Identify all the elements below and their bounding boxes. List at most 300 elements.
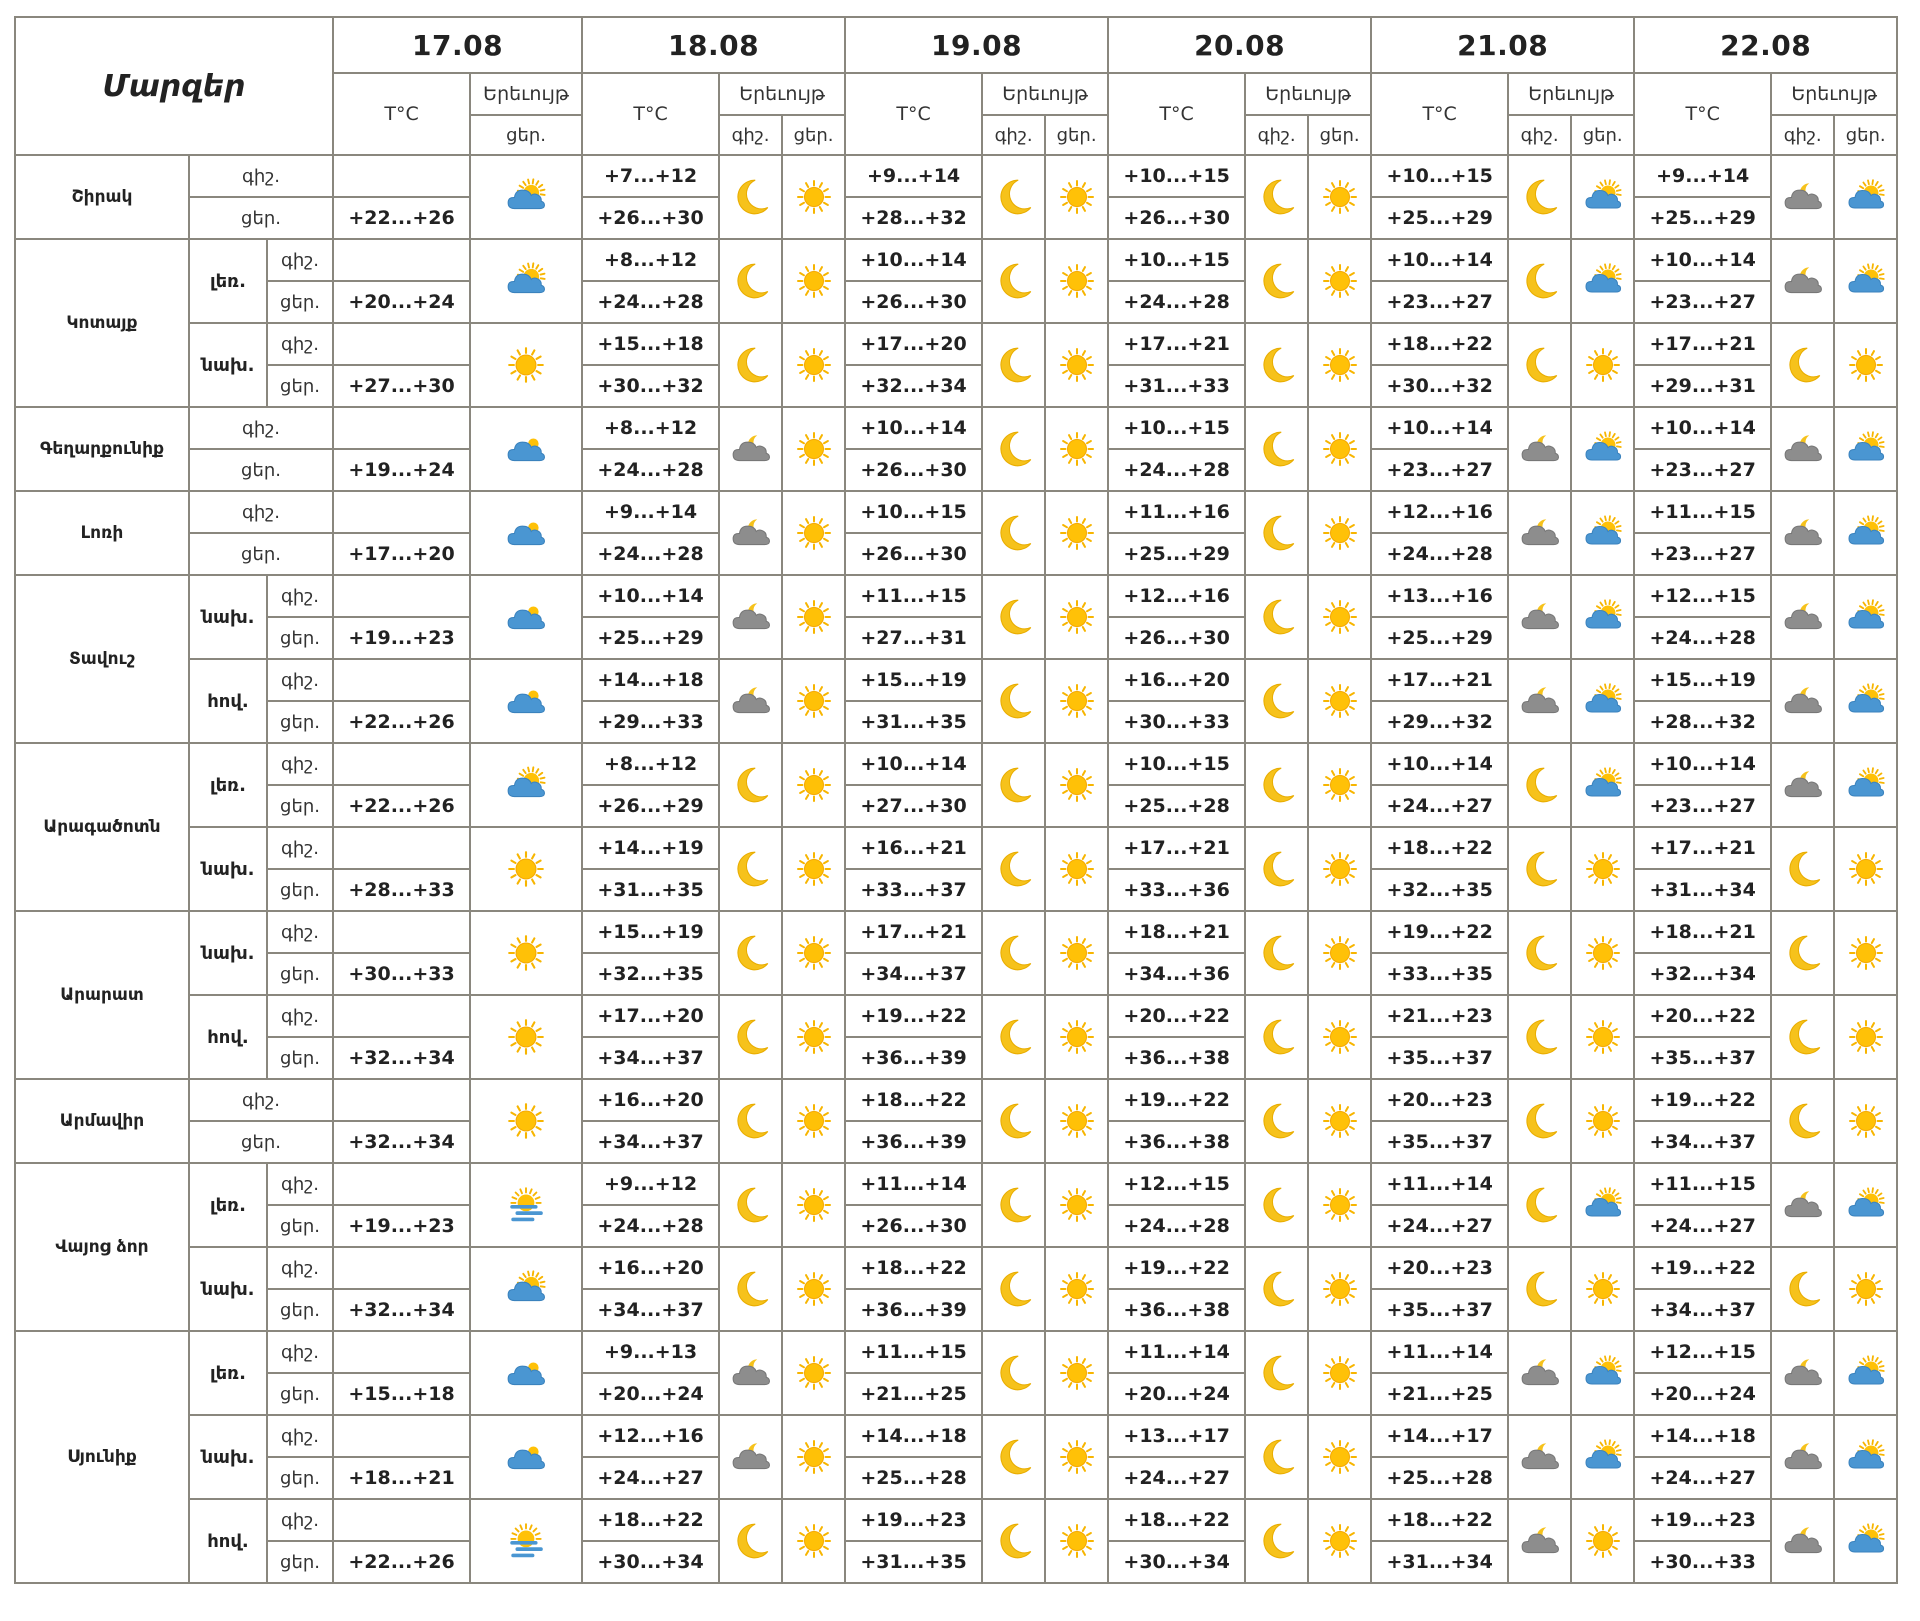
- sun-icon: [1309, 1269, 1370, 1309]
- temp-day-cell: +24...+28: [582, 533, 719, 575]
- period-day-label: ցեր.: [1045, 115, 1108, 155]
- subregion-label: նախ.: [189, 911, 267, 995]
- temp-day-cell: +31...+35: [582, 869, 719, 911]
- weather-cell: [719, 1163, 782, 1247]
- cloud-moon-icon: [720, 1352, 781, 1394]
- moon-icon: [1246, 764, 1307, 806]
- region-name: Գեղարքունիք: [15, 407, 189, 491]
- weather-cell: [470, 827, 582, 911]
- weather-header: Երեւույթ: [1245, 73, 1371, 115]
- sun-icon: [471, 932, 581, 974]
- sun-icon: [471, 1100, 581, 1142]
- weather-cell: [1508, 743, 1571, 827]
- temp-day-cell: +24...+27: [1634, 1457, 1771, 1499]
- sun-icon: [1309, 177, 1370, 217]
- sun-icon: [1309, 681, 1370, 721]
- region-row-night: [15, 743, 1897, 785]
- subregion-label: նախ.: [189, 827, 267, 911]
- temp-day-cell: +34...+37: [582, 1037, 719, 1079]
- weather-cell: [1308, 1331, 1371, 1415]
- weather-cell: [719, 323, 782, 407]
- temp-day-cell: +26...+30: [1108, 197, 1245, 239]
- weather-header: Երեւույթ: [470, 73, 582, 115]
- temp-night-cell: +13...+16: [1371, 575, 1508, 617]
- weather-cell: [719, 743, 782, 827]
- sun-icon: [783, 177, 844, 217]
- period-night-label: գիշ.: [267, 1499, 333, 1541]
- period-night-label: գիշ.: [267, 743, 333, 785]
- weather-cell: [1571, 743, 1634, 827]
- moon-icon: [983, 1016, 1044, 1058]
- sun-icon: [1046, 1101, 1107, 1141]
- moon-icon: [720, 260, 781, 302]
- temp-day-cell: +35...+37: [1634, 1037, 1771, 1079]
- region-name: Սյունիք: [15, 1331, 189, 1583]
- moon-icon: [720, 176, 781, 218]
- temp-night-cell: [333, 407, 470, 449]
- header-row-dates: [15, 17, 1897, 73]
- region-row-night: [15, 1079, 1897, 1121]
- weather-cell: [782, 911, 845, 995]
- weather-cell: [1771, 1415, 1834, 1499]
- temp-day-cell: +36...+39: [845, 1121, 982, 1163]
- weather-cell: [470, 155, 582, 239]
- weather-cell: [719, 239, 782, 323]
- sun-icon: [471, 848, 581, 890]
- temp-night-cell: +19...+22: [1108, 1247, 1245, 1289]
- moon-icon: [1772, 1268, 1833, 1310]
- temp-night-cell: +7...+12: [582, 155, 719, 197]
- cloud-moon-icon: [1772, 176, 1833, 218]
- temp-night-cell: +8...+12: [582, 407, 719, 449]
- temp-day-cell: +32...+34: [333, 1121, 470, 1163]
- weather-cell: [1045, 155, 1108, 239]
- date-header: 22.08: [1634, 17, 1897, 73]
- weather-cell: [1771, 743, 1834, 827]
- region-row-night: [15, 1499, 1897, 1541]
- region-name: Արագածոտն: [15, 743, 189, 911]
- sun-icon: [783, 681, 844, 721]
- weather-cell: [1508, 1499, 1571, 1583]
- weather-cell: [470, 1079, 582, 1163]
- temp-night-cell: +18...+21: [1634, 911, 1771, 953]
- sun-icon: [1309, 1437, 1370, 1477]
- temp-day-cell: +34...+37: [845, 953, 982, 995]
- temp-day-cell: +30...+34: [582, 1541, 719, 1583]
- weather-cell: [982, 239, 1045, 323]
- weather-header: Երեւույթ: [982, 73, 1108, 115]
- temp-day-cell: +23...+27: [1371, 449, 1508, 491]
- weather-cell: [1834, 659, 1897, 743]
- temp-day-cell: +31...+35: [845, 701, 982, 743]
- weather-cell: [1245, 491, 1308, 575]
- weather-cell: [1771, 1163, 1834, 1247]
- sun-icon: [1309, 1185, 1370, 1225]
- region-row-night: [15, 911, 1897, 953]
- sun-icon: [1835, 933, 1896, 973]
- period-day-label: ցեր.: [267, 869, 333, 911]
- temp-night-cell: +15...+18: [582, 323, 719, 365]
- moon-icon: [1246, 848, 1307, 890]
- temp-night-cell: +11...+15: [845, 1331, 982, 1373]
- sun-icon: [1046, 681, 1107, 721]
- sun-icon: [1046, 933, 1107, 973]
- temp-header: T°C: [582, 73, 719, 155]
- temp-night-cell: [333, 659, 470, 701]
- temp-day-cell: +22...+26: [333, 785, 470, 827]
- region-name: Արմավիր: [15, 1079, 189, 1163]
- cloud-moon-icon: [1772, 512, 1833, 554]
- temp-header: T°C: [1371, 73, 1508, 155]
- cloud-icon: [471, 596, 581, 638]
- temp-night-cell: +18...+22: [1371, 1499, 1508, 1541]
- weather-header: Երեւույթ: [1508, 73, 1634, 115]
- weather-cell: [1834, 1331, 1897, 1415]
- weather-cell: [719, 1079, 782, 1163]
- moon-icon: [1509, 1100, 1570, 1142]
- sun-icon: [1046, 1521, 1107, 1561]
- temp-night-cell: +10...+14: [1371, 743, 1508, 785]
- weather-cell: [1308, 1499, 1371, 1583]
- temp-night-cell: +13...+17: [1108, 1415, 1245, 1457]
- weather-cell: [719, 155, 782, 239]
- weather-cell: [470, 659, 582, 743]
- period-day-label: ցեր.: [267, 1541, 333, 1583]
- temp-night-cell: +9...+13: [582, 1331, 719, 1373]
- temp-day-cell: +24...+28: [1108, 1205, 1245, 1247]
- subregion-label: լեռ.: [189, 239, 267, 323]
- cloud-sun-icon: [1835, 1353, 1896, 1393]
- subregion-label: հով.: [189, 1499, 267, 1583]
- temp-day-cell: +30...+32: [582, 365, 719, 407]
- weather-cell: [1571, 1331, 1634, 1415]
- temp-night-cell: [333, 491, 470, 533]
- weather-cell: [470, 575, 582, 659]
- sun-icon: [783, 1101, 844, 1141]
- period-night-label: գիշ.: [189, 491, 333, 533]
- weather-cell: [1045, 1079, 1108, 1163]
- weather-cell: [1571, 1415, 1634, 1499]
- moon-icon: [983, 932, 1044, 974]
- temp-day-cell: +23...+27: [1634, 533, 1771, 575]
- weather-cell: [1834, 1499, 1897, 1583]
- weather-cell: [1571, 659, 1634, 743]
- cloud-icon: [471, 1436, 581, 1478]
- temp-day-cell: +34...+37: [1634, 1289, 1771, 1331]
- region-row-night: [15, 1247, 1897, 1289]
- weather-cell: [1308, 1415, 1371, 1499]
- temp-day-cell: +26...+30: [845, 449, 982, 491]
- cloud-moon-icon: [1509, 680, 1570, 722]
- cloud-icon: [471, 680, 581, 722]
- cloud-sun-icon: [1835, 1185, 1896, 1225]
- period-day-label: ցեր.: [267, 1289, 333, 1331]
- temp-night-cell: +15...+19: [845, 659, 982, 701]
- sun-icon: [1572, 345, 1633, 385]
- weather-cell: [1834, 911, 1897, 995]
- weather-cell: [782, 491, 845, 575]
- temp-night-cell: +10...+15: [845, 491, 982, 533]
- moon-icon: [1772, 1016, 1833, 1058]
- temp-day-cell: +32...+35: [1371, 869, 1508, 911]
- cloud-moon-icon: [1772, 260, 1833, 302]
- weather-cell: [782, 827, 845, 911]
- cloud-moon-icon: [1772, 1520, 1833, 1562]
- subregion-label: նախ.: [189, 575, 267, 659]
- temp-day-cell: +25...+29: [1371, 617, 1508, 659]
- cloud-sun-icon: [1572, 765, 1633, 805]
- sun-icon: [1046, 1185, 1107, 1225]
- weather-cell: [470, 323, 582, 407]
- cloud-sun-icon: [1835, 261, 1896, 301]
- cloud-sun-icon: [1835, 1521, 1896, 1561]
- temp-night-cell: +9...+14: [1634, 155, 1771, 197]
- sun-icon: [783, 261, 844, 301]
- weather-cell: [1771, 491, 1834, 575]
- weather-cell: [1571, 1079, 1634, 1163]
- weather-cell: [1245, 827, 1308, 911]
- period-night-label: գիշ.: [189, 1079, 333, 1121]
- temp-night-cell: +11...+15: [1634, 1163, 1771, 1205]
- moon-icon: [720, 1100, 781, 1142]
- weather-cell: [1508, 827, 1571, 911]
- moon-icon: [1509, 764, 1570, 806]
- weather-cell: [1771, 911, 1834, 995]
- weather-cell: [1245, 239, 1308, 323]
- temp-day-cell: +24...+27: [582, 1457, 719, 1499]
- cloud-sun-icon: [1572, 1353, 1633, 1393]
- region-row-night: [15, 239, 1897, 281]
- sun-icon: [1046, 513, 1107, 553]
- region-row-night: [15, 575, 1897, 617]
- date-header: 17.08: [333, 17, 582, 73]
- sun-icon: [471, 344, 581, 386]
- weather-cell: [470, 491, 582, 575]
- temp-day-cell: +23...+27: [1371, 281, 1508, 323]
- cloud-moon-icon: [1509, 428, 1570, 470]
- subregion-label: հով.: [189, 659, 267, 743]
- moon-icon: [1246, 176, 1307, 218]
- temp-night-cell: +10...+14: [582, 575, 719, 617]
- cloud-sun-icon: [471, 260, 581, 302]
- temp-night-cell: +15...+19: [582, 911, 719, 953]
- temp-day-cell: +33...+37: [845, 869, 982, 911]
- sun-icon: [1309, 429, 1370, 469]
- temp-night-cell: [333, 1499, 470, 1541]
- sun-icon: [471, 1016, 581, 1058]
- temp-night-cell: +18...+22: [1371, 827, 1508, 869]
- weather-cell: [782, 1415, 845, 1499]
- temp-night-cell: +10...+14: [1371, 407, 1508, 449]
- weather-cell: [470, 1415, 582, 1499]
- sun-icon: [1572, 933, 1633, 973]
- weather-cell: [1508, 323, 1571, 407]
- temp-day-cell: +23...+27: [1634, 281, 1771, 323]
- temp-header: T°C: [1634, 73, 1771, 155]
- subregion-label: նախ.: [189, 323, 267, 407]
- sun-icon: [783, 1017, 844, 1057]
- subregion-label: հով.: [189, 995, 267, 1079]
- weather-cell: [1308, 323, 1371, 407]
- weather-cell: [982, 1331, 1045, 1415]
- temp-night-cell: +20...+22: [1108, 995, 1245, 1037]
- region-name: Կոտայք: [15, 239, 189, 407]
- weather-cell: [470, 239, 582, 323]
- sun-icon: [1309, 1101, 1370, 1141]
- temp-day-cell: +20...+24: [582, 1373, 719, 1415]
- weather-cell: [1045, 1331, 1108, 1415]
- sun-icon: [1309, 261, 1370, 301]
- weather-cell: [1245, 1247, 1308, 1331]
- weather-cell: [1834, 1247, 1897, 1331]
- weather-cell: [719, 995, 782, 1079]
- temp-day-cell: +31...+33: [1108, 365, 1245, 407]
- weather-cell: [1045, 743, 1108, 827]
- temp-day-cell: +24...+28: [1108, 449, 1245, 491]
- temp-day-cell: +23...+27: [1634, 449, 1771, 491]
- weather-cell: [1045, 1415, 1108, 1499]
- period-day-label: ցեր.: [267, 1373, 333, 1415]
- temp-night-cell: +20...+23: [1371, 1079, 1508, 1121]
- weather-cell: [1245, 743, 1308, 827]
- sun-icon: [1572, 1017, 1633, 1057]
- region-name: Վայոց ձոր: [15, 1163, 189, 1331]
- temp-night-cell: +10...+14: [1634, 407, 1771, 449]
- temp-day-cell: +25...+28: [1108, 785, 1245, 827]
- weather-cell: [982, 743, 1045, 827]
- temp-night-cell: [333, 323, 470, 365]
- weather-cell: [1508, 407, 1571, 491]
- weather-cell: [719, 491, 782, 575]
- moon-icon: [983, 1520, 1044, 1562]
- cloud-moon-icon: [1509, 512, 1570, 554]
- temp-night-cell: +11...+14: [1371, 1331, 1508, 1373]
- weather-cell: [1571, 575, 1634, 659]
- sun-icon: [783, 1353, 844, 1393]
- temp-night-cell: +10...+14: [845, 743, 982, 785]
- temp-night-cell: +12...+16: [1371, 491, 1508, 533]
- weather-cell: [1045, 491, 1108, 575]
- temp-header: T°C: [845, 73, 982, 155]
- temp-night-cell: +17...+21: [1108, 323, 1245, 365]
- weather-cell: [1045, 575, 1108, 659]
- temp-header: T°C: [333, 73, 470, 155]
- cloud-sun-icon: [1572, 681, 1633, 721]
- sun-icon: [1835, 1017, 1896, 1057]
- temp-night-cell: +14...+17: [1371, 1415, 1508, 1457]
- sun-icon: [1046, 849, 1107, 889]
- temp-night-cell: +8...+12: [582, 743, 719, 785]
- temp-day-cell: +34...+37: [582, 1289, 719, 1331]
- sun-icon: [1572, 1521, 1633, 1561]
- weather-cell: [1508, 995, 1571, 1079]
- sun-icon: [783, 597, 844, 637]
- temp-day-cell: +25...+29: [1634, 197, 1771, 239]
- temp-night-cell: +18...+22: [1108, 1499, 1245, 1541]
- temp-night-cell: +17...+21: [1634, 827, 1771, 869]
- period-day-label: ցեր.: [267, 365, 333, 407]
- sun-icon: [783, 1521, 844, 1561]
- moon-icon: [983, 344, 1044, 386]
- temp-night-cell: +16...+20: [582, 1247, 719, 1289]
- period-day-label: ցեր.: [267, 701, 333, 743]
- temp-day-cell: +31...+34: [1371, 1541, 1508, 1583]
- cloud-sun-icon: [1572, 177, 1633, 217]
- period-night-label: գիշ.: [267, 995, 333, 1037]
- temp-night-cell: +10...+14: [1634, 239, 1771, 281]
- weather-cell: [982, 827, 1045, 911]
- moon-icon: [983, 428, 1044, 470]
- moon-icon: [1246, 1016, 1307, 1058]
- weather-cell: [719, 1247, 782, 1331]
- cloud-sun-icon: [1572, 261, 1633, 301]
- region-row-night: [15, 659, 1897, 701]
- temp-night-cell: [333, 827, 470, 869]
- temp-night-cell: +10...+15: [1108, 743, 1245, 785]
- weather-cell: [1771, 1499, 1834, 1583]
- period-day-label: ցեր.: [1834, 115, 1897, 155]
- temp-night-cell: +11...+15: [1634, 491, 1771, 533]
- weather-cell: [470, 1163, 582, 1247]
- moon-icon: [720, 932, 781, 974]
- temp-day-cell: +24...+27: [1634, 1205, 1771, 1247]
- weather-cell: [470, 911, 582, 995]
- moon-icon: [1246, 512, 1307, 554]
- temp-night-cell: +11...+14: [1371, 1163, 1508, 1205]
- period-day-label: ցեր.: [267, 1037, 333, 1079]
- temp-day-cell: +24...+27: [1371, 1205, 1508, 1247]
- weather-cell: [982, 323, 1045, 407]
- cloud-moon-icon: [720, 512, 781, 554]
- weather-cell: [982, 1247, 1045, 1331]
- moon-icon: [983, 176, 1044, 218]
- temp-night-cell: +10...+15: [1108, 239, 1245, 281]
- period-night-label: գիշ.: [267, 323, 333, 365]
- temp-night-cell: +20...+22: [1634, 995, 1771, 1037]
- temp-night-cell: +10...+14: [845, 239, 982, 281]
- period-day-label: ցեր.: [267, 953, 333, 995]
- temp-night-cell: [333, 155, 470, 197]
- temp-night-cell: +9...+14: [582, 491, 719, 533]
- moon-icon: [720, 1520, 781, 1562]
- moon-icon: [1509, 1268, 1570, 1310]
- temp-night-cell: +19...+22: [845, 995, 982, 1037]
- weather-cell: [982, 575, 1045, 659]
- forecast-table: [14, 16, 1898, 1584]
- weather-cell: [782, 1331, 845, 1415]
- period-night-label: գիշ.: [267, 659, 333, 701]
- cloud-moon-icon: [1772, 764, 1833, 806]
- weather-cell: [782, 323, 845, 407]
- moon-icon: [983, 596, 1044, 638]
- sun-icon: [1046, 1353, 1107, 1393]
- period-night-label: գիշ.: [1245, 115, 1308, 155]
- weather-cell: [1308, 911, 1371, 995]
- weather-cell: [782, 575, 845, 659]
- region-name: Արարատ: [15, 911, 189, 1079]
- weather-cell: [470, 743, 582, 827]
- temp-night-cell: +18...+21: [1108, 911, 1245, 953]
- temp-night-cell: +9...+14: [845, 155, 982, 197]
- weather-cell: [719, 911, 782, 995]
- moon-icon: [1246, 428, 1307, 470]
- temp-day-cell: +26...+30: [845, 281, 982, 323]
- weather-cell: [719, 575, 782, 659]
- sun-icon: [783, 429, 844, 469]
- weather-cell: [1308, 743, 1371, 827]
- weather-cell: [1508, 575, 1571, 659]
- temp-night-cell: +11...+14: [845, 1163, 982, 1205]
